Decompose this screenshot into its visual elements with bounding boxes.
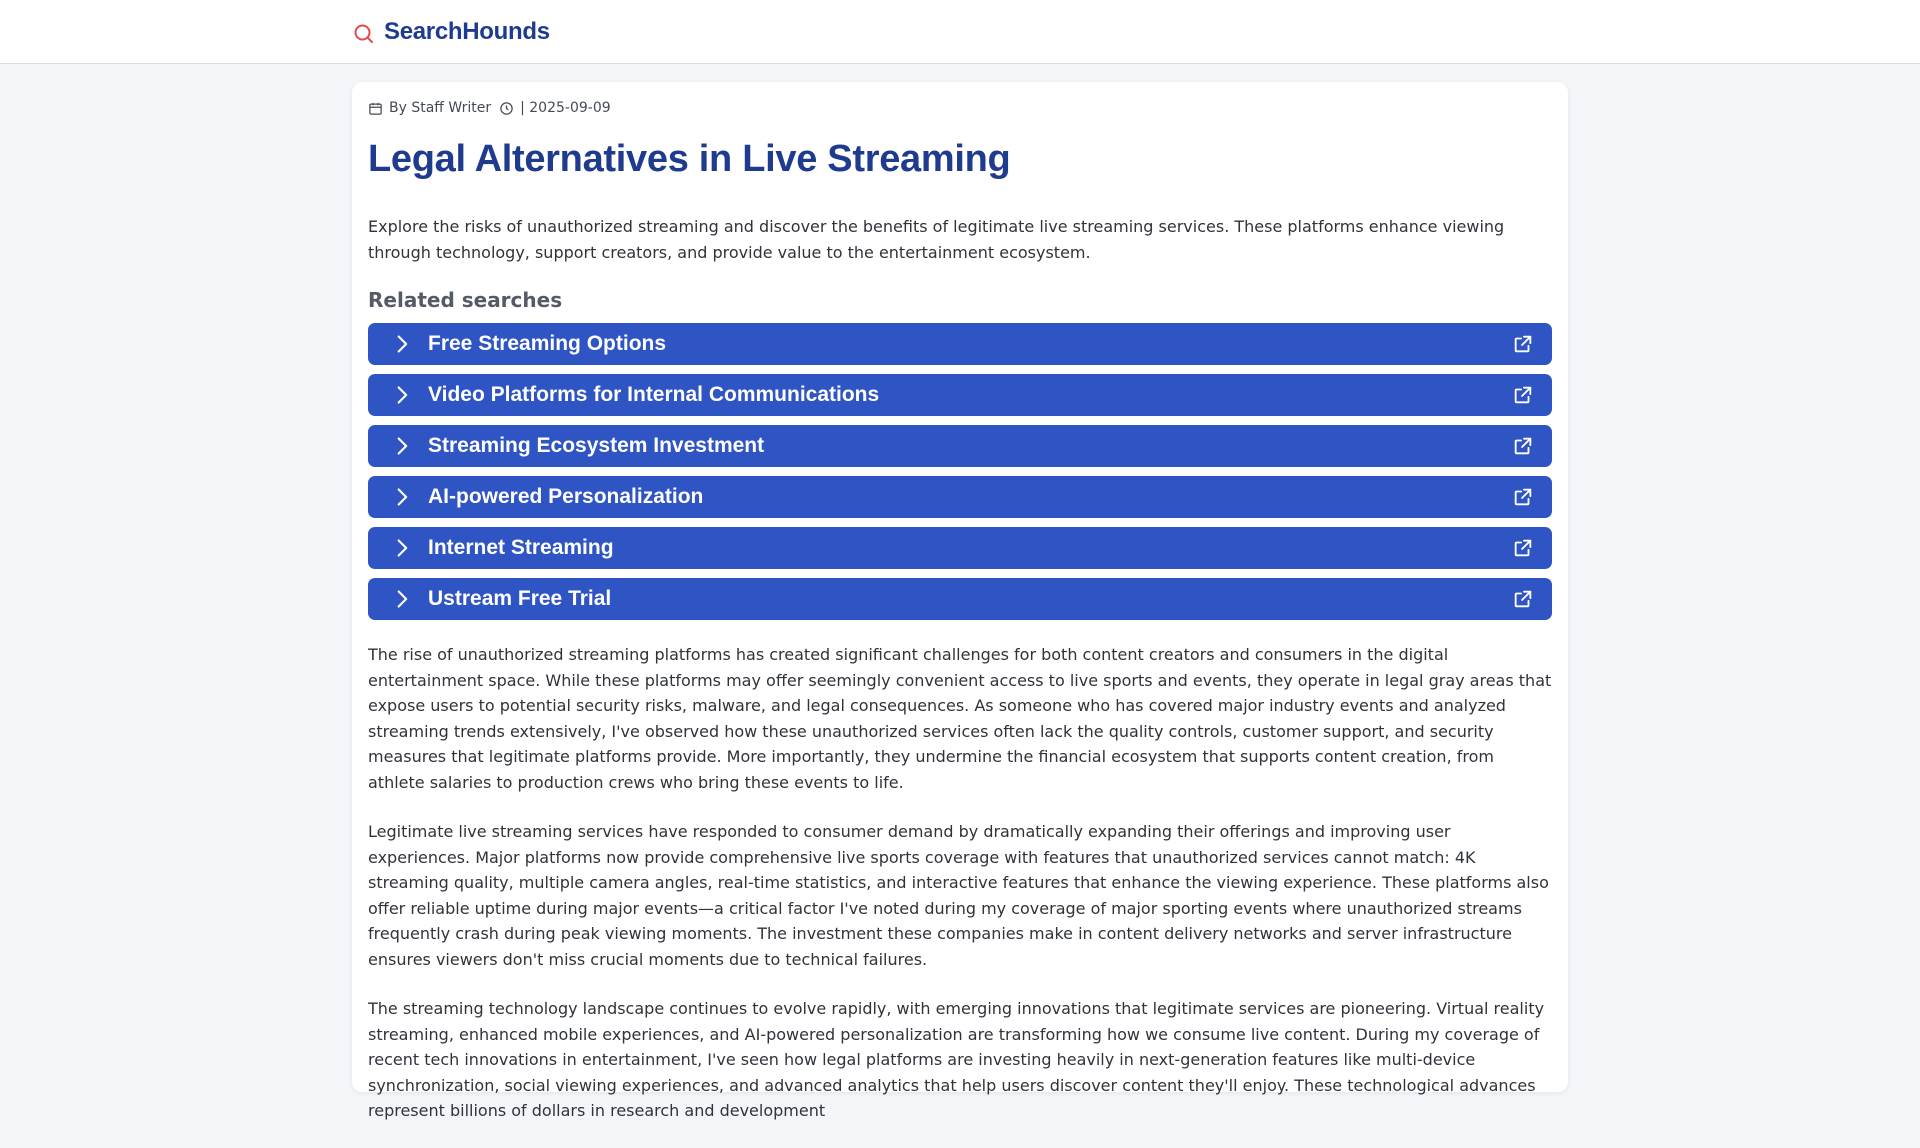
related-search-item[interactable] xyxy=(368,374,1552,416)
related-search-label: Internet Streaming xyxy=(428,536,614,559)
external-link-icon xyxy=(1512,333,1534,355)
related-searches-heading: Related searches xyxy=(368,288,563,312)
related-search-label: Ustream Free Trial xyxy=(428,587,612,610)
chevron-right-icon xyxy=(392,436,412,456)
related-search-item[interactable] xyxy=(368,578,1552,620)
related-searches-list xyxy=(368,323,1552,629)
related-search-item[interactable] xyxy=(368,425,1552,467)
external-link-icon xyxy=(1512,537,1534,559)
related-search-label: Video Platforms for Internal Communications xyxy=(428,383,880,406)
calendar-icon xyxy=(368,101,383,116)
related-search-item[interactable] xyxy=(368,527,1552,569)
related-search-item[interactable] xyxy=(368,323,1552,365)
publish-date: | 2025-09-09 xyxy=(520,100,611,116)
related-search-label: Free Streaming Options xyxy=(428,332,667,355)
external-link-icon xyxy=(1512,486,1534,508)
chevron-right-icon xyxy=(392,487,412,507)
article-paragraph: Legitimate live streaming services have responded to consumer demand by dramatically expanding their offerings and improving user experiences. Major platforms now provide comprehensive live sports coverage with features that unauthorized services cannot match: 4K streaming quality, multiple camera angles, real-time statistics, and interactive features that enhance the viewing experience. These platforms also offer reliable uptime during major events—a critical factor I've noted during my coverage of major sporting events where unauthorized streams frequently crash during peak viewing moments. The investment these companies make in content delivery networks and server infrastructure ensures viewers don't miss crucial moments due to technical failures. xyxy=(368,822,1549,969)
article-body xyxy=(368,642,1552,1148)
article-intro: Explore the risks of unauthorized streaming and discover the benefits of legitimate live streaming services. These platforms enhance viewing through technology, support creators, and provide value to the entertainment ecosystem. xyxy=(368,217,1505,262)
author-name: By Staff Writer xyxy=(389,100,492,116)
external-link-icon xyxy=(1512,435,1534,457)
chevron-right-icon xyxy=(392,385,412,405)
external-link-icon xyxy=(1512,384,1534,406)
article-paragraph: The rise of unauthorized streaming platforms has created significant challenges for both content creators and consumers in the digital entertainment space. While these platforms may offer seemingly convenient access to live sports and events, they operate in legal gray areas that expose users to potential security risks, malware, and legal consequences. As someone who has covered major industry events and analyzed streaming trends extensively, I've observed how these unauthorized services often lack the quality controls, customer support, and security measures that legitimate platforms provide. More importantly, they undermine the financial ecosystem that supports content creation, from athlete salaries to production crews who bring these events to life. xyxy=(368,645,1552,792)
chevron-right-icon xyxy=(392,538,412,558)
search-icon xyxy=(352,22,376,46)
clock-icon xyxy=(499,101,514,116)
article-paragraph: The streaming technology landscape continues to evolve rapidly, with emerging innovations that legitimate services are pioneering. Virtual reality streaming, enhanced mobile experiences, and AI-powered personalization are transforming how we consume live content. During my coverage of recent tech innovations in entertainment, I've seen how legal platforms are investing heavily in next-generation features like multi-device synchronization, social viewing experiences, and advanced analytics that help users discover content they'll enjoy. These technological advances represent billions of dollars in research and development xyxy=(368,999,1545,1120)
top-bar xyxy=(0,0,1920,64)
article-meta xyxy=(368,98,611,118)
related-search-label: AI-powered Personalization xyxy=(428,485,704,508)
brand-link[interactable] xyxy=(352,16,550,48)
page-title: Legal Alternatives in Live Streaming xyxy=(368,138,1011,180)
chevron-right-icon xyxy=(392,334,412,354)
related-search-item[interactable] xyxy=(368,476,1552,518)
chevron-right-icon xyxy=(392,589,412,609)
brand-name: SearchHounds xyxy=(384,18,550,45)
related-search-label: Streaming Ecosystem Investment xyxy=(428,434,765,457)
external-link-icon xyxy=(1512,588,1534,610)
article-card xyxy=(352,82,1568,1120)
